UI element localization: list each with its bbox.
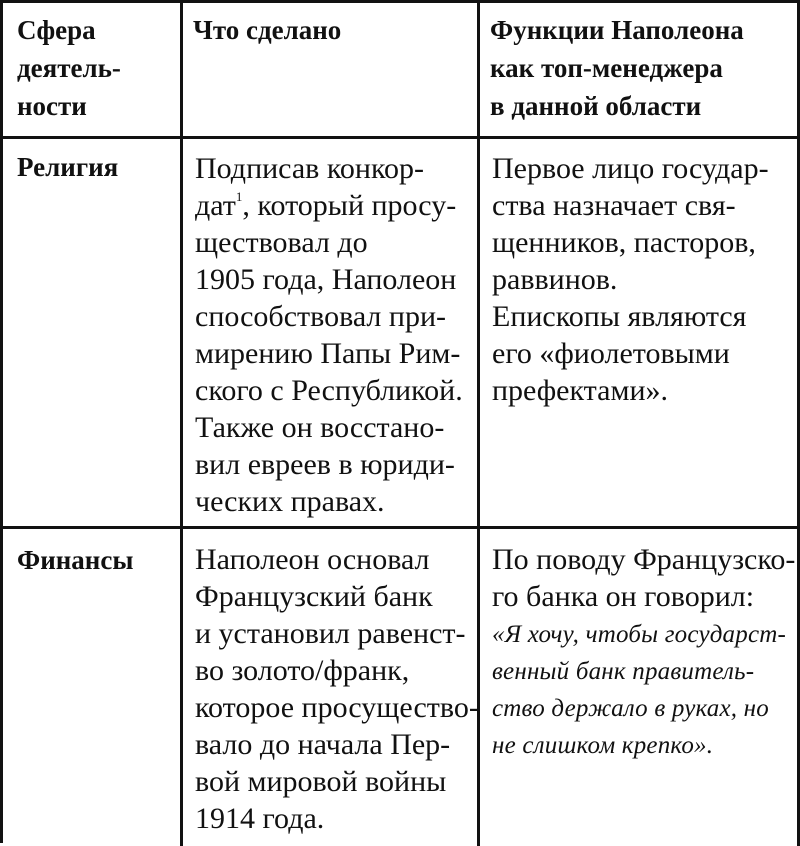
row-label-religion (3, 139, 183, 529)
header-what-done-line: Что сделано (193, 15, 342, 45)
text-line: Французский банк (195, 580, 433, 613)
text-line: Первое лицо государ- (492, 152, 769, 185)
header-sphere-line: деятель- (17, 53, 121, 83)
header-what-done (183, 3, 480, 139)
text-line: и установил равенст- (195, 617, 466, 650)
text-line: ского с Республикой. (195, 374, 463, 407)
text-line: щенников, пасторов, (492, 226, 756, 259)
sphere-label: Финансы (17, 545, 134, 575)
text-line: во золото/франк, (195, 654, 410, 687)
text-line: Епископы являются (492, 300, 747, 333)
text-line: ческих правах. (195, 485, 385, 518)
finance-what-done (183, 529, 480, 846)
header-functions-line: как топ-менеджера (490, 53, 723, 83)
text-line: 1905 года, Наполеон (195, 263, 457, 296)
quote-line: не слишком крепко». (492, 732, 714, 759)
header-functions (480, 3, 800, 139)
header-sphere-line: ности (17, 91, 87, 121)
text-line: Также он восстано- (195, 411, 445, 444)
footnote-marker: 1 (235, 189, 243, 204)
text-line: вил евреев в юриди- (195, 448, 455, 481)
religion-what-done (183, 139, 480, 529)
header-functions-line: в данной области (490, 91, 702, 121)
header-functions-line: Функции Наполеона (490, 15, 744, 45)
text-line: дат$^1$, который просу- (195, 189, 457, 222)
text-line: Наполеон основал (195, 543, 430, 576)
text-line: вало до начала Пер- (195, 728, 451, 761)
text-line: ществовал до (195, 226, 368, 259)
text-line: Подписав конкор- (195, 152, 424, 185)
text-line: способствовал при- (195, 300, 447, 333)
text-line: вой мировой войны (195, 765, 447, 798)
text-line: го банка он говорил: (492, 580, 755, 613)
sphere-label: Религия (17, 152, 119, 182)
header-sphere (3, 3, 183, 139)
quote-line: ство держало в руках, но (492, 695, 769, 722)
text-line: его «фиолетовыми (492, 337, 730, 370)
text-line: ства назначает свя- (492, 189, 736, 222)
text-line: мирению Папы Рим- (195, 337, 461, 370)
text-line: 1914 года. (195, 802, 325, 835)
religion-functions (480, 139, 800, 529)
quote-line: венный банк правитель- (492, 658, 755, 685)
text-line: раввинов. (492, 263, 618, 296)
text-line: которое просущество- (195, 691, 479, 724)
row-label-finance (3, 529, 183, 846)
text-line: По поводу Французско- (492, 543, 796, 576)
text-line: префектами». (492, 374, 669, 407)
finance-functions (480, 529, 800, 846)
header-sphere-line: Сфера (17, 15, 96, 45)
quote-line: «Я хочу, чтобы государст- (492, 621, 787, 648)
